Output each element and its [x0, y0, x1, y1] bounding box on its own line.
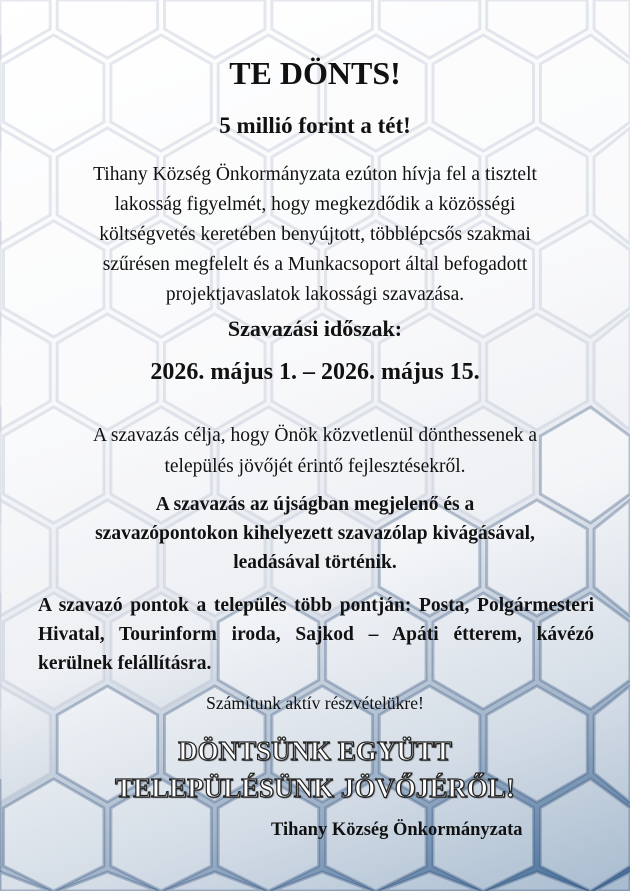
locations-paragraph: A szavazó pontok a település több pontján: Posta, Polgármesteri Hivatal, Tourinform iroda, Sajkod – Apáti étterem, kávézó kerülnek felállításra.	[38, 595, 594, 674]
slogan-line: TELEPÜLÉSÜNK JÖVŐJÉRŐL!	[115, 773, 515, 803]
method-paragraph	[0, 490, 630, 577]
voting-period: 2026. május 1. – 2026. május 15.	[150, 359, 480, 385]
intro-line: projektjavaslatok lakossági szavazása.	[165, 284, 465, 305]
intro-line: lakosság figyelmét, hogy megkezdődik a közösségi	[114, 194, 516, 215]
method-line: szavazópontokon kihelyezett szavazólap kivágásával,	[95, 523, 535, 544]
slogan-line: DÖNTSÜNK EGYÜTT	[178, 736, 452, 766]
intro-paragraph	[0, 160, 630, 310]
slogan	[0, 733, 630, 807]
closing-line: Számítunk aktív részvételükre!	[206, 693, 424, 713]
voting-period-label: Szavazási időszak:	[227, 316, 403, 341]
goal-line: település jövőjét érintő fejlesztésekről.	[164, 456, 466, 477]
intro-line: szűrésen megfelelt és a Munkacsoport által befogadott	[102, 254, 528, 275]
page-title: TE DÖNTS!	[229, 55, 401, 91]
method-line: leadásával történik.	[233, 552, 397, 573]
intro-line: költségvetés keretében benyújtott, többlépcsős szakmai	[99, 224, 531, 245]
goal-line: A szavazás célja, hogy Önök közvetlenül dönthessenek a	[92, 425, 538, 446]
signature: Tihany Község Önkormányzata	[271, 820, 523, 840]
goal-paragraph	[0, 420, 630, 482]
subtitle: 5 millió forint a tét!	[219, 113, 411, 138]
intro-line: Tihany Község Önkormányzata ezúton hívja fel a tisztelt	[93, 164, 537, 185]
method-line: A szavazás az újságban megjelenő és a	[155, 494, 475, 515]
